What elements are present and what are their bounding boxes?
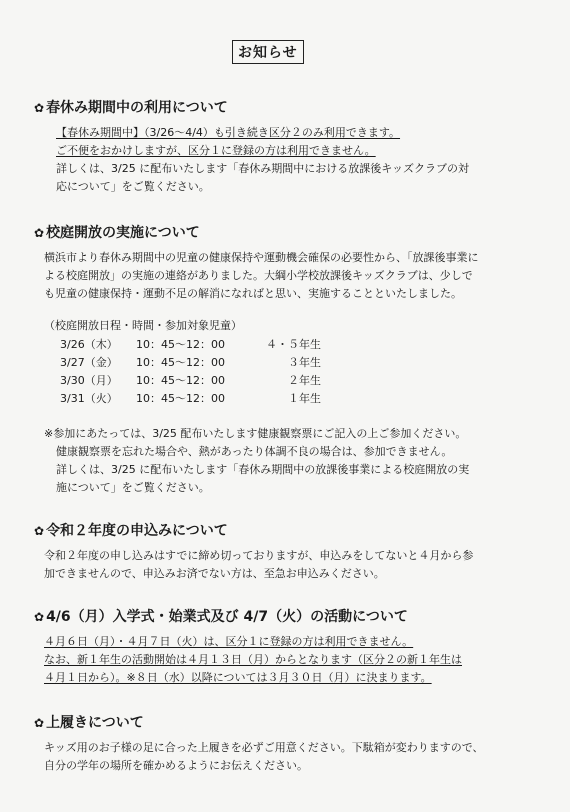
text-line: よる校庭開放」の実施の連絡がありました。大綱小学校放課後キッズクラブは、少しで <box>44 269 473 282</box>
schedule-time: 10：45～12：00 <box>136 374 225 387</box>
text-line: 令和２年度の申し込みはすでに締め切っておりますが、申込みをしてないと４月から参 <box>44 549 474 562</box>
schedule-date: 3/30（月） <box>60 374 118 387</box>
text-line: ご不便をおかけしますが、区分１に登録の方は利用できません。 <box>56 144 376 157</box>
schedule-date: 3/31（火） <box>60 392 118 405</box>
section-heading-text: 春休み期間中の利用について <box>46 100 228 116</box>
text-line: 応について」をご覧ください。 <box>56 180 210 193</box>
flower-icon: ✿ <box>34 226 45 240</box>
flower-icon: ✿ <box>34 716 45 730</box>
text-line: 【春休み期間中】（3/26～4/4）も引き続き区分２のみ利用できます。 <box>56 126 401 139</box>
schedule-grade: ２年生 <box>288 374 321 387</box>
schedule-time: 10：45～12：00 <box>136 356 225 369</box>
schedule-grade: １年生 <box>288 392 321 405</box>
text-line: 詳しくは、3/25 に配布いたします「春休み期間中の放課後事業による校庭開放の実 <box>56 463 470 476</box>
text-line: ※参加にあたっては、3/25 配布いたします健康観察票にご記入の上ご参加ください。 <box>44 427 467 440</box>
schedule-time: 10：45～12：00 <box>136 392 225 405</box>
flower-icon: ✿ <box>34 524 45 538</box>
section-heading-text: 上履きについて <box>46 715 144 731</box>
schedule-date: 3/26（木） <box>60 338 118 351</box>
text-line: ４月１日から）。※８日（水）以降については３月３０日（月）に決まります。 <box>44 671 432 684</box>
section-heading-application <box>34 520 228 540</box>
text-line: 横浜市より春休み期間中の児童の健康保持や運動機会確保の必要性から、「放課後事業に <box>44 251 479 264</box>
section-heading-schoolyard <box>34 222 200 242</box>
section-heading-text: 4/6（月）入学式・始業式及び 4/7（火）の活動について <box>46 609 408 625</box>
schedule-header: （校庭開放日程・時間・参加対象児童） <box>44 319 242 332</box>
flower-icon: ✿ <box>34 101 45 115</box>
schedule-date: 3/27（金） <box>60 356 118 369</box>
schedule-grade: ３年生 <box>288 356 321 369</box>
section-heading-entrance-ceremony <box>34 606 408 626</box>
text-line: も児童の健康保持・運動不足の解消になればと思い、実施することといたしました。 <box>44 287 462 300</box>
section-heading-indoor-shoes <box>34 712 144 732</box>
section-heading-text: 令和２年度の申込みについて <box>46 523 228 539</box>
text-line: 加できませんので、申込みお済でない方は、至急お申込みください。 <box>44 567 385 580</box>
text-line: 詳しくは、3/25 に配布いたします「春休み期間中における放課後キッズクラブの対 <box>56 162 469 175</box>
text-line: キッズ用のお子様の足に合った上履きを必ずご用意ください。下駄箱が変わりますので、 <box>44 741 484 754</box>
page-title: お知らせ <box>232 40 304 64</box>
section-heading-text: 校庭開放の実施について <box>46 225 200 241</box>
schedule-time: 10：45～12：00 <box>136 338 225 351</box>
schedule-grade: ４・５年生 <box>266 338 321 351</box>
text-line: 自分の学年の場所を確かめるようにお伝えください。 <box>44 759 308 772</box>
text-line: なお、新１年生の活動開始は４月１３日（月）からとなります（区分２の新１年生は <box>44 653 462 666</box>
flower-icon: ✿ <box>34 610 45 624</box>
text-line: ４月６日（月）・４月７日（火）は、区分１に登録の方は利用できません。 <box>44 635 414 648</box>
text-line: 健康観察票を忘れた場合や、熱があったり体調不良の場合は、参加できません。 <box>56 445 453 458</box>
section-heading-spring-break <box>34 97 228 117</box>
text-line: 施について」をご覧ください。 <box>56 481 210 494</box>
